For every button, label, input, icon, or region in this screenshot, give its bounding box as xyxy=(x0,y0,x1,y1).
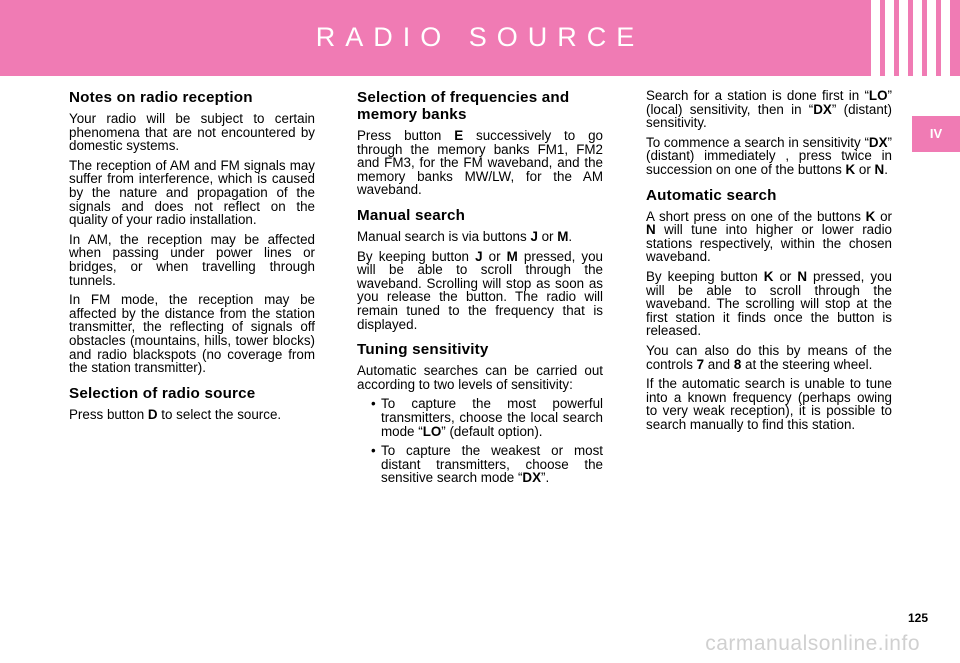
text-run: A short press on one of the buttons xyxy=(646,208,866,224)
control-ref: 8 xyxy=(733,356,742,372)
button-ref: E xyxy=(454,128,464,143)
paragraph xyxy=(357,250,603,332)
text-run: or xyxy=(773,268,798,284)
page-title: RADIO SOURCE xyxy=(315,22,645,52)
paragraph: In FM mode, the reception may be affected by the distance from the station transmitter, the reflecting of signals off obstacles (mountains, hills, tower blocks) and radio blackspots (no coverage from the station transmitter). xyxy=(69,292,315,376)
text-run: pressed, you will be able to scroll through the waveband. The scrolling will stop at the first station it finds once the button is released. xyxy=(646,268,892,339)
header-stripes xyxy=(866,0,950,76)
text-run: Manual search is via buttons xyxy=(357,228,531,244)
button-ref: M xyxy=(506,248,518,264)
section-heading: Automatic search xyxy=(646,186,777,204)
text-run: pressed, you will be able to scroll through the waveband. Scrolling will stop as soon as you release the button. The radio will remain tuned to the frequency that is displayed. xyxy=(357,248,603,332)
header-stripe xyxy=(927,0,936,76)
section-heading: Notes on radio reception xyxy=(69,89,253,106)
text-run: . xyxy=(568,228,573,244)
button-ref: K xyxy=(865,208,876,224)
page-header xyxy=(0,0,960,76)
button-ref: J xyxy=(530,228,538,244)
column-left xyxy=(69,89,315,427)
page-number: 125 xyxy=(908,611,929,625)
chapter-tab: IV xyxy=(912,116,960,152)
text-run: to select the source. xyxy=(157,406,282,422)
text-run: ”. xyxy=(541,470,550,486)
text-run: Press button xyxy=(69,406,148,422)
paragraph xyxy=(646,210,892,264)
text-run: You can also do this by means of the controls xyxy=(646,342,892,372)
header-stripe xyxy=(871,0,880,76)
text-run: To commence a search in sensitivity “ xyxy=(646,134,869,150)
text-run: ” (distant) sensitivity. xyxy=(646,101,892,131)
paragraph: In AM, the reception may be affected when passing under power lines or bridges, or when travelling through tunnels. xyxy=(69,231,315,288)
paragraph xyxy=(357,230,603,244)
list-item xyxy=(373,397,603,438)
text-run: successively to go through the memory banks FM1, FM2 and FM3, for the FM waveband, and the memory banks MW/LW, for the AM waveband. xyxy=(357,128,603,198)
text-run: Press button xyxy=(357,128,455,143)
text-run: or xyxy=(537,228,558,244)
paragraph xyxy=(646,344,892,371)
paragraph: If the automatic search is unable to tune into a known frequency (perhaps owing to very weak reception), it is possible to search manually to find this station. xyxy=(646,376,892,432)
paragraph xyxy=(357,129,603,197)
watermark: carmanualsonline.info xyxy=(705,632,920,655)
button-ref: M xyxy=(557,228,569,244)
text-run: By keeping button xyxy=(646,268,764,284)
control-ref: 7 xyxy=(696,356,705,372)
section-heading: Tuning sensitivity xyxy=(357,341,489,359)
text-run: or xyxy=(855,161,875,177)
text-run: or xyxy=(482,248,507,264)
text-run: By keeping button xyxy=(357,248,476,264)
paragraph: Your radio will be subject to certain phenomena that are not encountered by domestic systems. xyxy=(69,111,315,154)
mode-ref: DX xyxy=(813,101,832,117)
button-ref: J xyxy=(475,248,483,264)
button-ref: N xyxy=(874,161,885,177)
mode-ref: LO xyxy=(422,423,442,439)
section-heading: Manual search xyxy=(357,206,466,224)
text-run: or xyxy=(875,208,892,224)
paragraph xyxy=(646,136,892,177)
button-ref: N xyxy=(797,268,808,284)
mode-ref: DX xyxy=(868,134,888,150)
mode-ref: DX xyxy=(522,470,542,486)
button-ref: N xyxy=(646,222,656,238)
text-run: . xyxy=(884,161,888,177)
button-ref: K xyxy=(845,161,856,177)
section-heading: Selection of radio source xyxy=(69,384,256,402)
mode-ref: LO xyxy=(868,88,888,103)
column-middle xyxy=(357,89,603,491)
text-run: and xyxy=(704,356,734,372)
list-item xyxy=(373,444,603,485)
button-ref: K xyxy=(763,268,774,284)
text-run: will tune into higher or lower radio stations respectively, within the chosen waveband. xyxy=(646,222,892,265)
paragraph: Automatic searches can be carried out according to two levels of sensitivity: xyxy=(357,363,603,392)
header-stripe xyxy=(885,0,894,76)
paragraph xyxy=(69,408,315,422)
paragraph: The reception of AM and FM signals may suffer from interference, which is caused by the nature and propagation of the signals and does not reflect on the quality of your radio installation. xyxy=(69,157,315,228)
text-run: ” (distant) immediately , press twice in succession on one of the buttons xyxy=(646,134,892,177)
header-stripe xyxy=(913,0,922,76)
button-ref: D xyxy=(147,406,158,422)
text-run: ” (local) sensitivity, then in “ xyxy=(646,88,892,117)
bullet-list xyxy=(373,397,603,485)
text-run: To capture the weakest or most distant transmitters, choose the sensitive search mode “ xyxy=(381,443,603,486)
header-stripe xyxy=(941,0,950,76)
text-run: Search for a station is done first in “ xyxy=(646,88,869,103)
header-stripe xyxy=(899,0,908,76)
text-run: To capture the most powerful transmitters, choose the local search mode “ xyxy=(381,396,603,439)
paragraph xyxy=(646,270,892,338)
text-run: at the steering wheel. xyxy=(741,356,873,372)
text-run: ” (default option). xyxy=(441,423,543,439)
column-right xyxy=(646,89,892,437)
paragraph xyxy=(646,89,892,130)
section-heading: Selection of frequencies and memory banks xyxy=(357,89,570,123)
